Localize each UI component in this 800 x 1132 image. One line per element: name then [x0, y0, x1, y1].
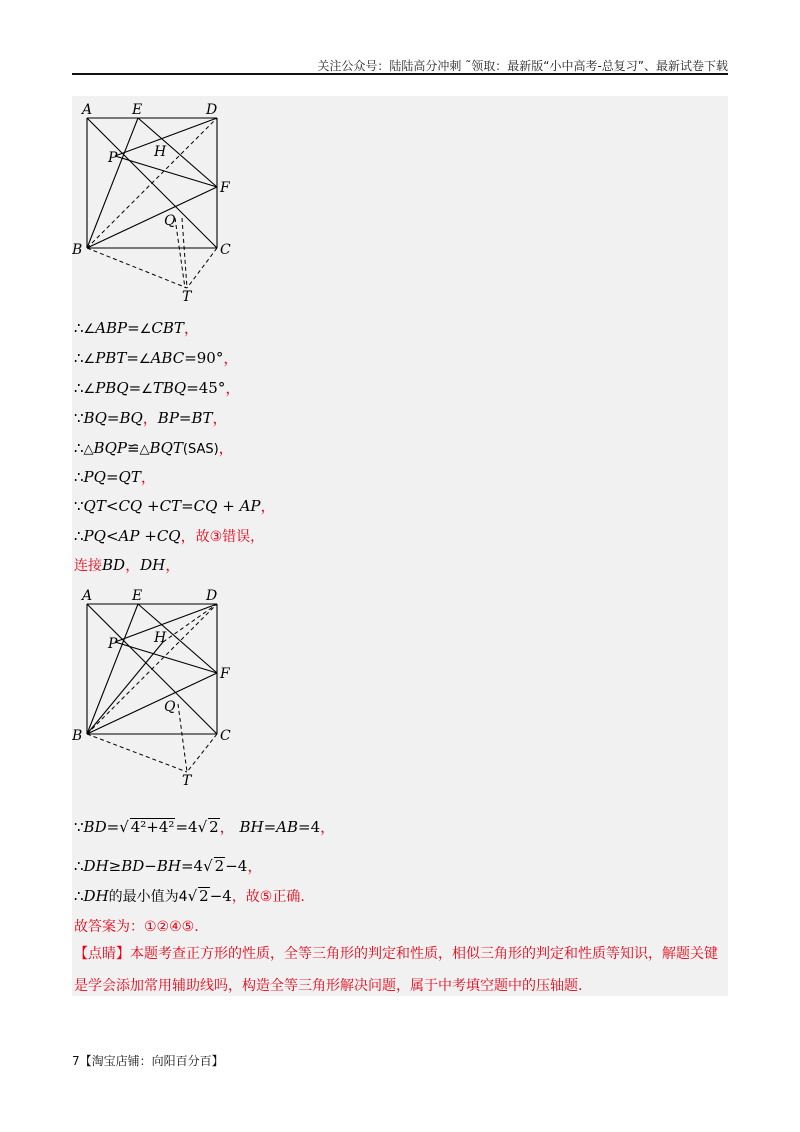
- label-Q: Q: [164, 213, 176, 229]
- label-B-2: B: [72, 728, 83, 744]
- proof-line-11: ∴DH≥BD−BH=4√ 2−4，: [74, 857, 263, 875]
- proof-line-3: ∴∠PBQ=∠TBQ=45°，: [74, 379, 241, 397]
- label-T: T: [182, 289, 192, 305]
- proof-line-8: ∴PQ<AP +CQ，故③错误，: [74, 527, 265, 545]
- label-E: E: [132, 102, 143, 118]
- label-F-2: F: [220, 666, 230, 682]
- proof-line-10: ∵BD=√ 4²+4²=4√ 2， BH=AB=4，: [74, 818, 336, 836]
- proof-line-12: ∴DH的最小值为4√ 2−4，故⑤正确.: [74, 887, 305, 905]
- proof-line-4: ∵BQ=BQ，BP=BT，: [74, 409, 228, 427]
- proof-line-6: ∴PQ=QT，: [74, 468, 156, 486]
- proof-line-2: ∴∠PBT=∠ABC=90°，: [74, 349, 239, 367]
- label-F: F: [220, 180, 230, 196]
- proof-line-7: ∵QT<CQ +CT=CQ + AP，: [74, 497, 276, 515]
- footer-text: 7【淘宝店铺：向阳百分百】: [72, 1054, 224, 1068]
- proof-line-5: ∴△BQP≌△BQT(SAS)，: [74, 439, 234, 457]
- label-C-2: C: [220, 728, 231, 744]
- label-E-2: E: [132, 588, 143, 604]
- label-Q-2: Q: [164, 699, 176, 715]
- label-H-2: H: [154, 630, 167, 646]
- label-D: D: [206, 102, 218, 118]
- header-text: 关注公众号：陆陆高分冲刺 ˜领取：最新版“小中高考-总复习”、最新试卷下载: [317, 59, 728, 73]
- label-A: A: [82, 102, 93, 118]
- key-point-note: [74, 938, 726, 1002]
- proof-line-1: ∴∠ABP=∠CBT，: [74, 319, 199, 337]
- proof-line-13: 故答案为：①②④⑤.: [74, 919, 199, 935]
- label-B: B: [72, 242, 83, 258]
- label-A-2: A: [82, 588, 93, 604]
- proof-line-9: 连接BD，DH，: [74, 556, 181, 574]
- label-D-2: D: [206, 588, 218, 604]
- label-C: C: [220, 242, 231, 258]
- geometry-figure-1: [72, 100, 252, 305]
- label-H: H: [154, 144, 167, 160]
- label-P: P: [108, 150, 118, 166]
- note-line-1: 【点睛】本题考查正方形的性质，全等三角形的判定和性质，相似三角形的判定和性质等知识，解题关键: [74, 946, 718, 962]
- header-rule: [72, 73, 728, 75]
- label-T-2: T: [182, 773, 192, 789]
- geometry-figure-2: [72, 586, 252, 791]
- label-P-2: P: [108, 636, 118, 652]
- note-line-2: 是学会添加常用辅助线吗，构造全等三角形解决问题，属于中考填空题中的压轴题.: [74, 978, 583, 994]
